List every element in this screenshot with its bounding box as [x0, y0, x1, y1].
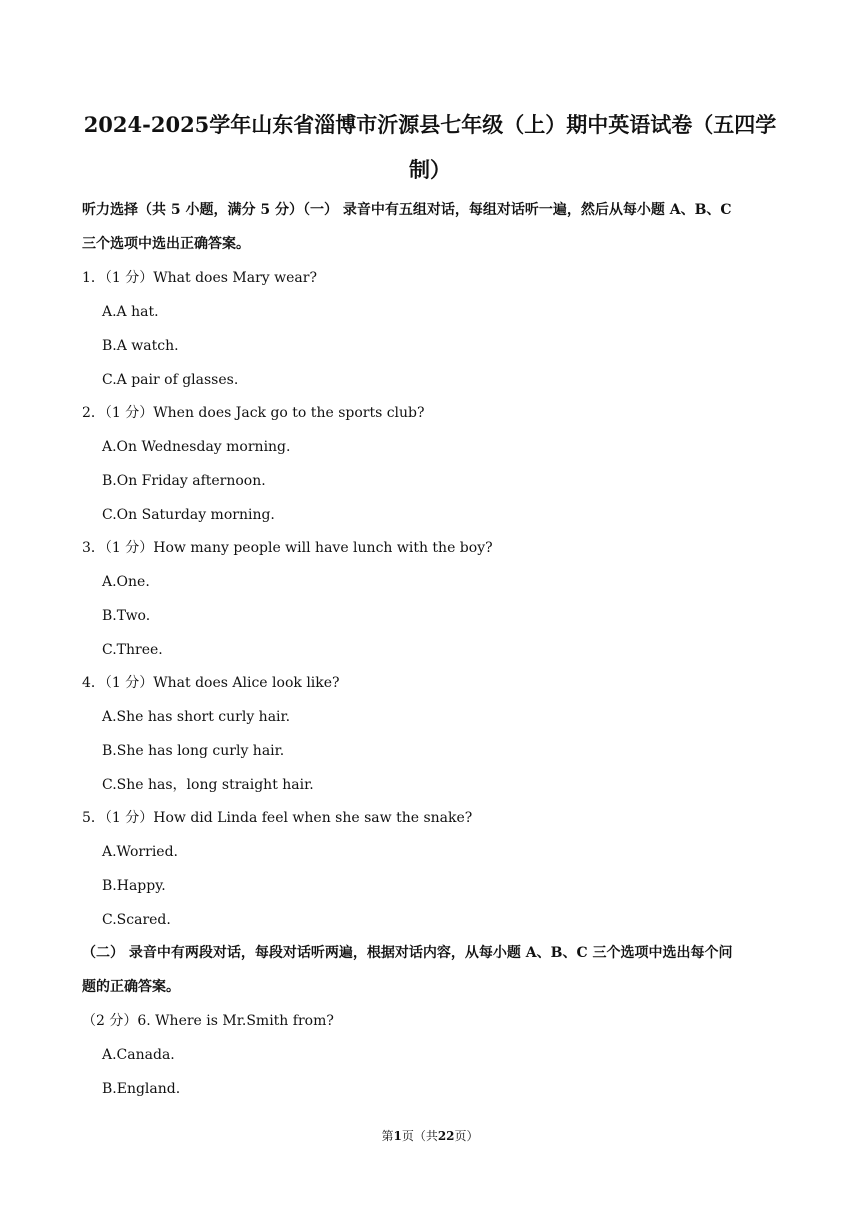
page-footer — [0, 1127, 860, 1144]
footer-page-number: 1 — [393, 1129, 402, 1143]
question-1-option-c: C.A pair of glasses. — [102, 372, 239, 388]
question-2-option-a: A.On Wednesday morning. — [102, 439, 291, 455]
question-4-option-b: B.She has long curly hair. — [102, 743, 285, 759]
question-3-option-a: A.One. — [102, 574, 150, 590]
footer-prefix: 第 — [381, 1129, 394, 1143]
question-3-option-c: C.Three. — [102, 642, 163, 658]
question-5-option-a: A.Worried. — [102, 844, 178, 860]
question-2-option-c: C.On Saturday morning. — [102, 507, 275, 523]
question-3-option-b: B.Two. — [102, 608, 151, 624]
question-5-option-c: C.Scared. — [102, 912, 171, 928]
section1-instruction-line2: 三个选项中选出正确答案。 — [82, 236, 250, 252]
exam-title-line1: 2024-2025学年山东省淄博市沂源县七年级（上）期中英语试卷（五四学 — [83, 112, 777, 137]
question-1-option-b: B.A watch. — [102, 338, 179, 354]
footer-suffix: 页） — [454, 1129, 479, 1143]
question-6-option-b: B.England. — [102, 1081, 181, 1097]
question-1-stem: 1．（1 分）What does Mary wear? — [82, 270, 317, 286]
question-5-stem: 5．（1 分）How did Linda feel when she saw the snake? — [82, 810, 473, 826]
question-3-stem: 3．（1 分）How many people will have lunch with the boy? — [82, 540, 493, 556]
question-4-option-a: A.She has short curly hair. — [102, 709, 291, 725]
exam-title-line2: 制） — [409, 157, 451, 182]
footer-total-pages: 22 — [437, 1129, 455, 1143]
question-1-option-a: A.A hat. — [102, 304, 159, 320]
question-4-stem: 4．（1 分）What does Alice look like? — [82, 675, 340, 691]
section1-instruction-line1: 听力选择（共 5 小题，满分 5 分）（一） 录音中有五组对话，每组对话听一遍，然后从每小题 A、B、C — [82, 202, 732, 218]
question-4-option-c: C.She has，long straight hair. — [102, 777, 314, 793]
question-2-option-b: B.On Friday afternoon. — [102, 473, 266, 489]
question-2-stem: 2．（1 分）When does Jack go to the sports club? — [82, 405, 425, 421]
footer-mid: 页（共 — [401, 1129, 438, 1143]
question-6-stem: （2 分）6. Where is Mr.Smith from? — [82, 1013, 334, 1029]
question-6-option-a: A.Canada. — [102, 1047, 175, 1063]
question-5-option-b: B.Happy. — [102, 878, 166, 894]
section2-instruction-line1: （二） 录音中有两段对话，每段对话听两遍，根据对话内容，从每小题 A、B、C 三个选项中选出每个问 — [82, 945, 733, 961]
section2-instruction-line2: 题的正确答案。 — [82, 979, 180, 995]
